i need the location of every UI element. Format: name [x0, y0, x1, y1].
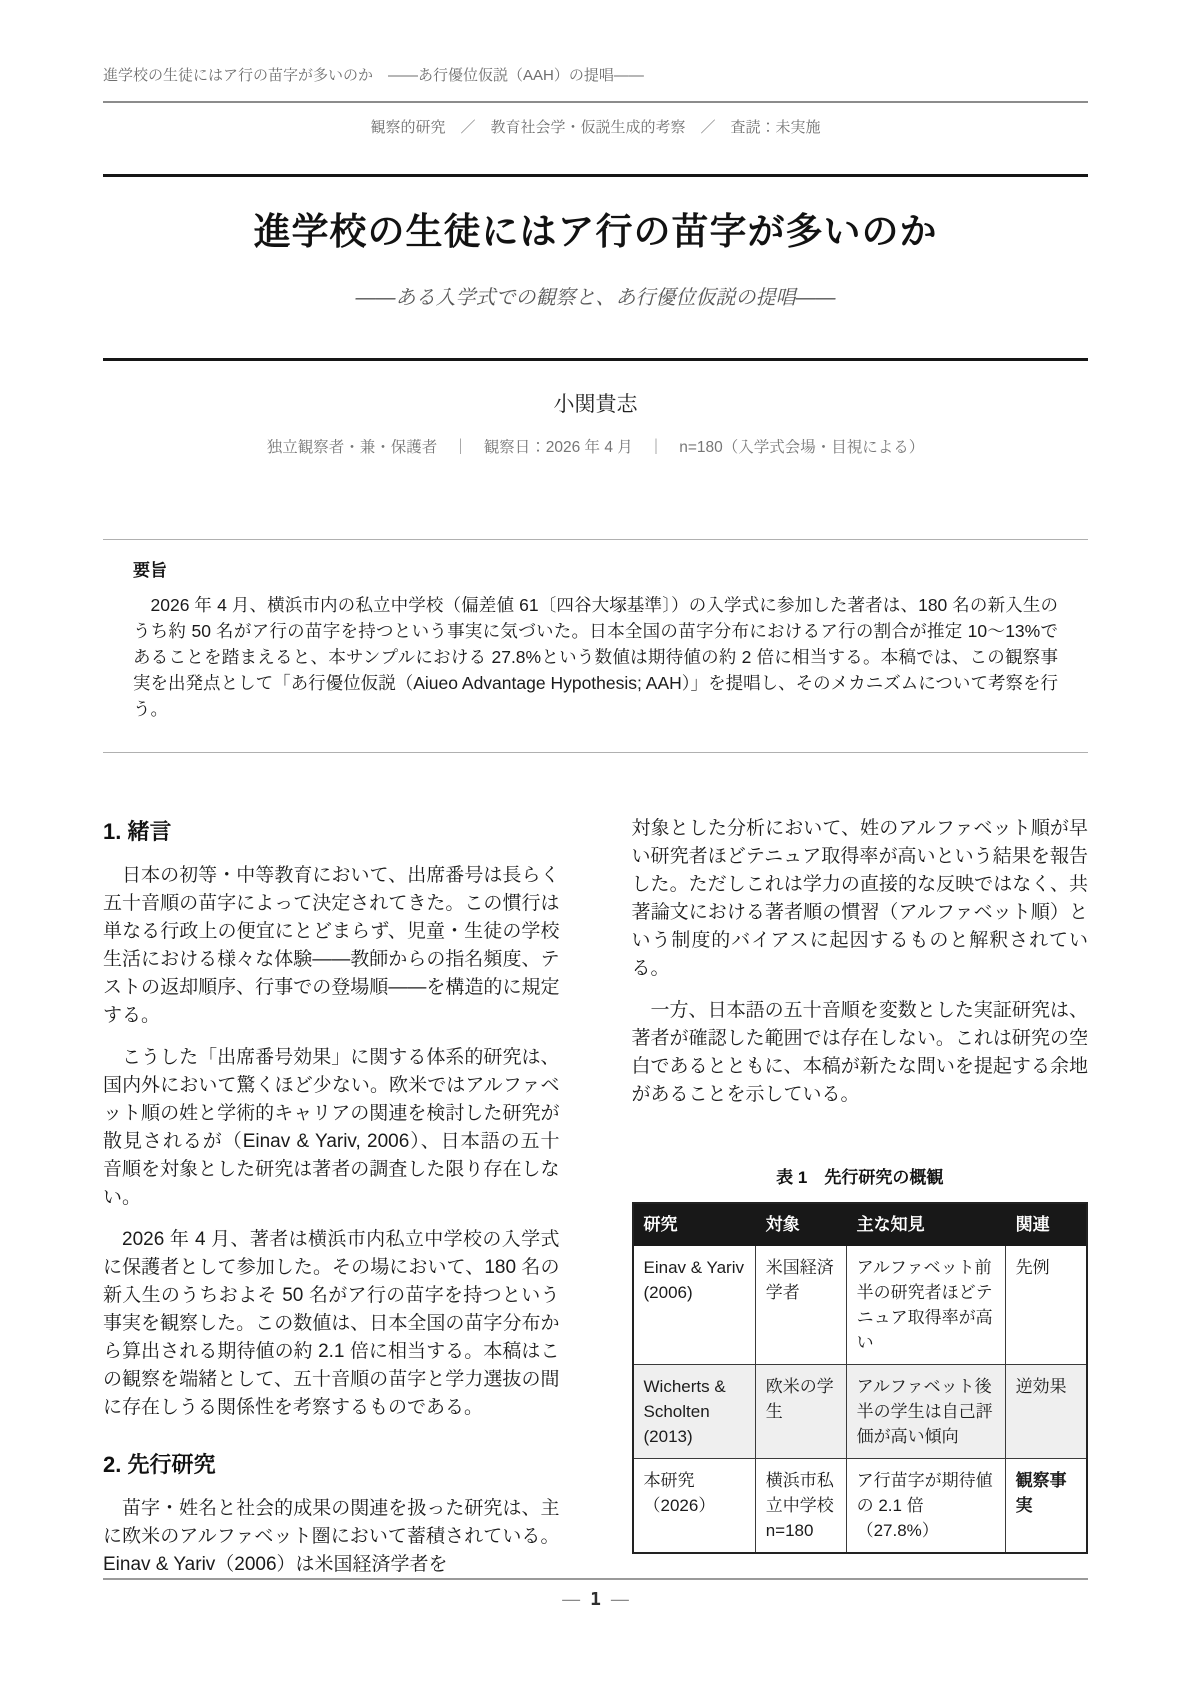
table-cell-study: Einav & Yariv (2006) [633, 1246, 756, 1365]
author-meta: 独立観察者・兼・保護者 ｜ 観察日：2026 年 4 月 ｜ n=180（入学式会場・目視による） [266, 439, 925, 456]
table-cell-study: 本研究（2026） [633, 1459, 756, 1554]
table-cell-subject: 横浜市私立中学校 n=180 [755, 1459, 846, 1554]
paper-subtitle: ——ある入学式での観察と、あ行優位仮説の提唱—— [355, 287, 836, 309]
table-cell-relevance: 先例 [1005, 1246, 1087, 1365]
table-cell-finding: ア行苗字が期待値の 2.1 倍（27.8%） [846, 1459, 1005, 1554]
right-column [632, 815, 1089, 1593]
left-column [103, 815, 560, 1593]
category-line: 観察的研究 ／ 教育社会学・仮説生成的考察 ／ 査読：未実施 [370, 119, 821, 136]
table-row [633, 1459, 1088, 1554]
table-cell-subject: 米国経済学者 [755, 1246, 846, 1365]
page-footer [103, 1578, 1088, 1610]
table-cell-study: Wicherts & Scholten (2013) [633, 1365, 756, 1459]
table-1-block [632, 1163, 1089, 1554]
table-header-study: 研究 [633, 1203, 756, 1246]
prior-research-table [632, 1202, 1089, 1554]
table-1-caption: 表 1 先行研究の概観 [776, 1168, 944, 1187]
table-row [633, 1365, 1088, 1459]
footer-dash-right: — [610, 1589, 629, 1609]
section-1-heading: 1. 緒言 [103, 819, 172, 844]
page-title: 進学校の生徒にはア行の苗字が多いのか [253, 211, 938, 252]
abstract-heading: 要旨 [133, 561, 167, 580]
author-name: 小関貴志 [553, 393, 638, 416]
abstract-section [103, 539, 1088, 753]
table-header-relevance: 関連 [1005, 1203, 1087, 1246]
table-row [633, 1246, 1088, 1365]
body-columns [103, 815, 1088, 1593]
running-head: 進学校の生徒にはア行の苗字が多いのか ——あ行優位仮説（AAH）の提唱—— [103, 0, 1088, 103]
table-header-row [633, 1203, 1088, 1246]
section-1-paragraph-3: 2026 年 4 月、著者は横浜市内私立中学校の入学式に保護者として参加した。その場において、180 名の新入生のうちおよそ 50 名がア行の苗字を持つという事実を観察した。この数値は、日本全国の苗字分布から算出される期待値の約 2.1 倍に相当する。本稿はこの観察を端緒として、五十音順の苗字と学力選抜の間に存在しうる関係性を考察するものである。 [103, 1229, 560, 1418]
section-2-paragraph-1: 苗字・姓名と社会的成果の関連を扱った研究は、主に欧米のアルファベット圏において蓄積されている。Einav & Yariv（2006）は米国経済学者を [103, 1498, 560, 1575]
table-header-subject: 対象 [755, 1203, 846, 1246]
table-header-finding: 主な知見 [846, 1203, 1005, 1246]
table-cell-subject: 欧米の学生 [755, 1365, 846, 1459]
footer-dash-left: — [562, 1589, 581, 1609]
right-paragraph-2: 一方、日本語の五十音順を変数とした実証研究は、著者が確認した範囲では存在しない。これは研究の空白であるとともに、本稿が新たな問いを提起する余地があることを示している。 [631, 1000, 1088, 1105]
section-2-heading: 2. 先行研究 [103, 1452, 216, 1477]
table-cell-relevance: 逆効果 [1005, 1365, 1087, 1459]
table-cell-finding: アルファベット後半の学生は自己評価が高い傾向 [846, 1365, 1005, 1459]
page-number: 1 [590, 1589, 601, 1610]
table-cell-finding: アルファベット前半の研究者ほどテニュア取得率が高い [846, 1246, 1005, 1365]
right-paragraph-1: 対象とした分析において、姓のアルファベット順が早い研究者ほどテニュア取得率が高いという結果を報告した。ただしこれは学力の直接的な反映ではなく、共著論文における著者順の慣習（アルファベット順）という制度的バイアスに起因するものと解釈されている。 [631, 818, 1088, 979]
abstract-body: 2026 年 4 月、横浜市内の私立中学校（偏差値 61〔四谷大塚基準〕）の入学式に参加した著者は、180 名の新入生のうち約 50 名がア行の苗字を持つという事実に気づいた。日本全国の苗字分布におけるア行の割合が推定 10〜13%であることを踏まえると、本サンプルにおける 27.8%という数値は期待値の約 2 倍に相当する。本稿では、この観察事実を出発点として「あ行優位仮説（Aiueo Advantage Hypothesis; AAH）」を提唱し、そのメカニズムについて考察を行う。 [133, 595, 1058, 719]
title-block [103, 174, 1088, 361]
table-cell-relevance: 観察事実 [1005, 1459, 1087, 1554]
section-1-paragraph-2: こうした「出席番号効果」に関する体系的研究は、国内外において驚くほど少ない。欧米ではアルファベット順の姓と学術的キャリアの関連を検討した研究が散見されるが（Einav & Yariv, 2006）、日本語の五十音順を対象とした研究は著者の調査した限り存在しない。 [103, 1047, 560, 1208]
section-1-paragraph-1: 日本の初等・中等教育において、出席番号は長らく五十音順の苗字によって決定されてきた。この慣行は単なる行政上の便宜にとどまらず、児童・生徒の学校生活における様々な体験——教師からの指名頻度、テストの返却順序、行事での登場順——を構造的に規定する。 [103, 865, 560, 1026]
